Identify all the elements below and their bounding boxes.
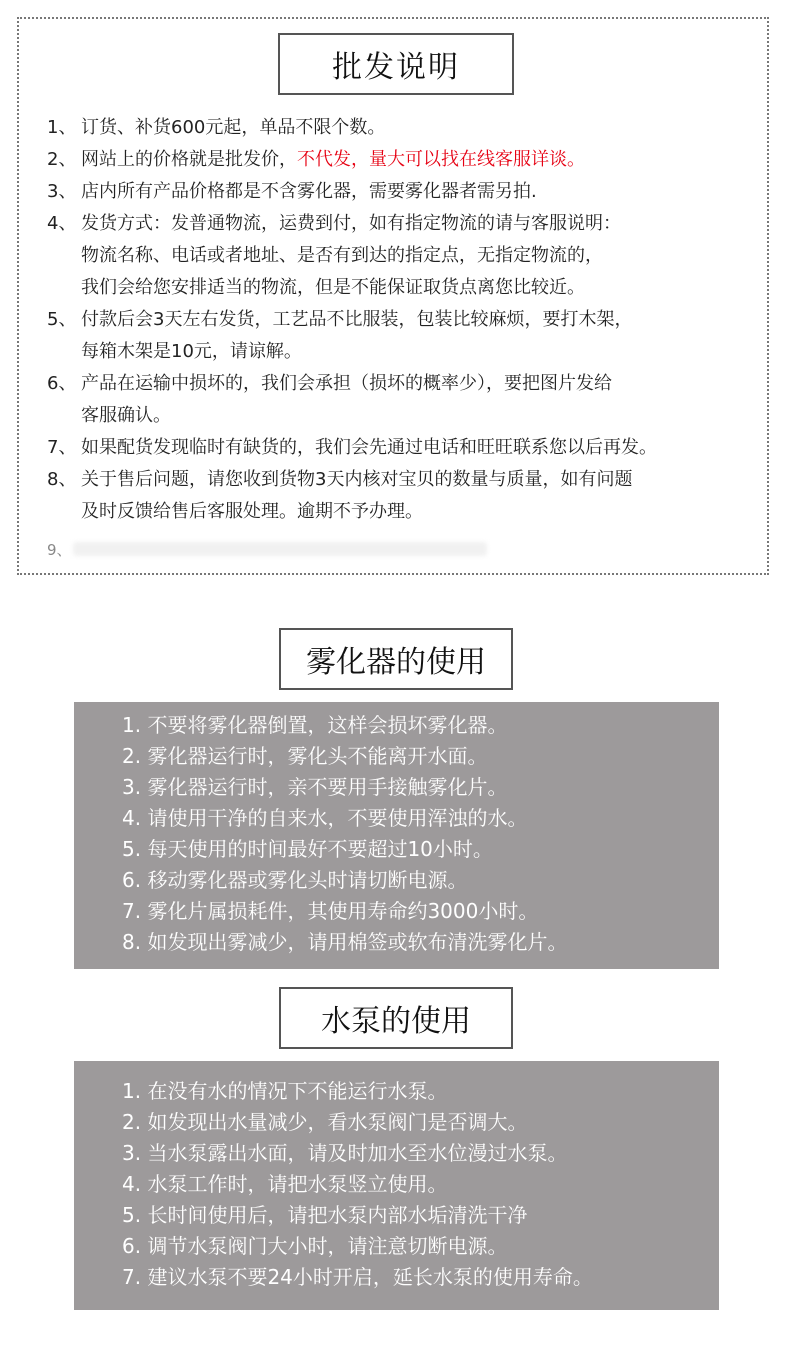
item-text: 发货方式：发普通物流，运费到付，如有指定物流的请与客服说明： xyxy=(81,213,621,234)
item-text: 店内所有产品价格都是不含雾化器，需要雾化器者需另拍. xyxy=(81,181,537,202)
atomizer-tip: 6. 移动雾化器或雾化头时请切断电源。 xyxy=(122,868,468,892)
atomizer-usage-title: 雾化器的使用 xyxy=(279,628,513,690)
item-number: 3、 xyxy=(47,181,77,202)
item-text-prefix: 网站上的价格就是批发价， xyxy=(81,149,297,170)
item-continuation: 及时反馈给售后客服处理。逾期不予办理。 xyxy=(81,501,423,522)
atomizer-tip: 2. 雾化器运行时，雾化头不能离开水面。 xyxy=(122,744,488,768)
item-text-highlight: 不代发，量大可以找在线客服详谈。 xyxy=(297,149,585,170)
pump-tip: 7. 建议水泵不要24小时开启，延长水泵的使用寿命。 xyxy=(122,1265,593,1289)
item-text: 产品在运输中损坏的，我们会承担（损坏的概率少），要把图片发给 xyxy=(81,373,612,394)
blurred-text xyxy=(73,542,487,556)
atomizer-tip: 1. 不要将雾化器倒置，这样会损坏雾化器。 xyxy=(122,713,508,737)
atomizer-tip: 3. 雾化器运行时，亲不要用手接触雾化片。 xyxy=(122,775,508,799)
item-text: 关于售后问题，请您收到货物3天内核对宝贝的数量与质量，如有问题 xyxy=(81,469,633,490)
wholesale-item-5 xyxy=(47,304,767,336)
wholesale-item-6 xyxy=(47,368,767,400)
item-number: 1、 xyxy=(47,117,77,138)
item-number: 5、 xyxy=(47,309,77,330)
blurred-item-9 xyxy=(47,536,487,562)
item-text: 付款后会3天左右发货，工艺品不比服装，包装比较麻烦，要打木架， xyxy=(81,309,633,330)
wholesale-item-7 xyxy=(47,432,767,464)
wholesale-item-2 xyxy=(47,144,767,176)
item-number: 2、 xyxy=(47,149,77,170)
item-number: 6、 xyxy=(47,373,77,394)
item-continuation: 每箱木架是10元，请谅解。 xyxy=(81,341,302,362)
wholesale-item-1 xyxy=(47,112,767,144)
atomizer-usage-panel xyxy=(74,702,719,969)
pump-tip: 3. 当水泵露出水面，请及时加水至水位漫过水泵。 xyxy=(122,1141,568,1165)
pump-tip: 6. 调节水泵阀门大小时，请注意切断电源。 xyxy=(122,1234,508,1258)
pump-tip: 2. 如发现出水量减少，看水泵阀门是否调大。 xyxy=(122,1110,528,1134)
item-number: 7、 xyxy=(47,437,77,458)
item-number: 8、 xyxy=(47,469,77,490)
item-text: 如果配货发现临时有缺货的，我们会先通过电话和旺旺联系您以后再发。 xyxy=(81,437,657,458)
wholesale-item-8 xyxy=(47,464,767,496)
item-number: 4、 xyxy=(47,213,77,234)
wholesale-item-4 xyxy=(47,208,767,240)
item-continuation: 客服确认。 xyxy=(81,405,171,426)
atomizer-tip: 5. 每天使用的时间最好不要超过10小时。 xyxy=(122,837,493,861)
atomizer-tip: 7. 雾化片属损耗件，其使用寿命约3000小时。 xyxy=(122,899,539,923)
item-number: 9、 xyxy=(47,540,72,559)
pump-tip: 4. 水泵工作时，请把水泵竖立使用。 xyxy=(122,1172,448,1196)
item-text: 订货、补货600元起，单品不限个数。 xyxy=(81,117,386,138)
wholesale-item-3 xyxy=(47,176,767,208)
item-continuation: 物流名称、电话或者地址、是否有到达的指定点，无指定物流的， xyxy=(81,245,603,266)
wholesale-title: 批发说明 xyxy=(278,33,514,95)
atomizer-tip: 8. 如发现出雾减少，请用棉签或软布清洗雾化片。 xyxy=(122,930,568,954)
item-continuation: 我们会给您安排适当的物流，但是不能保证取货点离您比较近。 xyxy=(81,277,585,298)
pump-tip: 1. 在没有水的情况下不能运行水泵。 xyxy=(122,1079,448,1103)
atomizer-tip: 4. 请使用干净的自来水，不要使用浑浊的水。 xyxy=(122,806,528,830)
pump-usage-title: 水泵的使用 xyxy=(279,987,513,1049)
pump-tip: 5. 长时间使用后，请把水泵内部水垢清洗干净 xyxy=(122,1203,528,1227)
pump-usage-panel xyxy=(74,1061,719,1310)
item-text xyxy=(81,144,767,176)
wholesale-list xyxy=(47,112,767,528)
